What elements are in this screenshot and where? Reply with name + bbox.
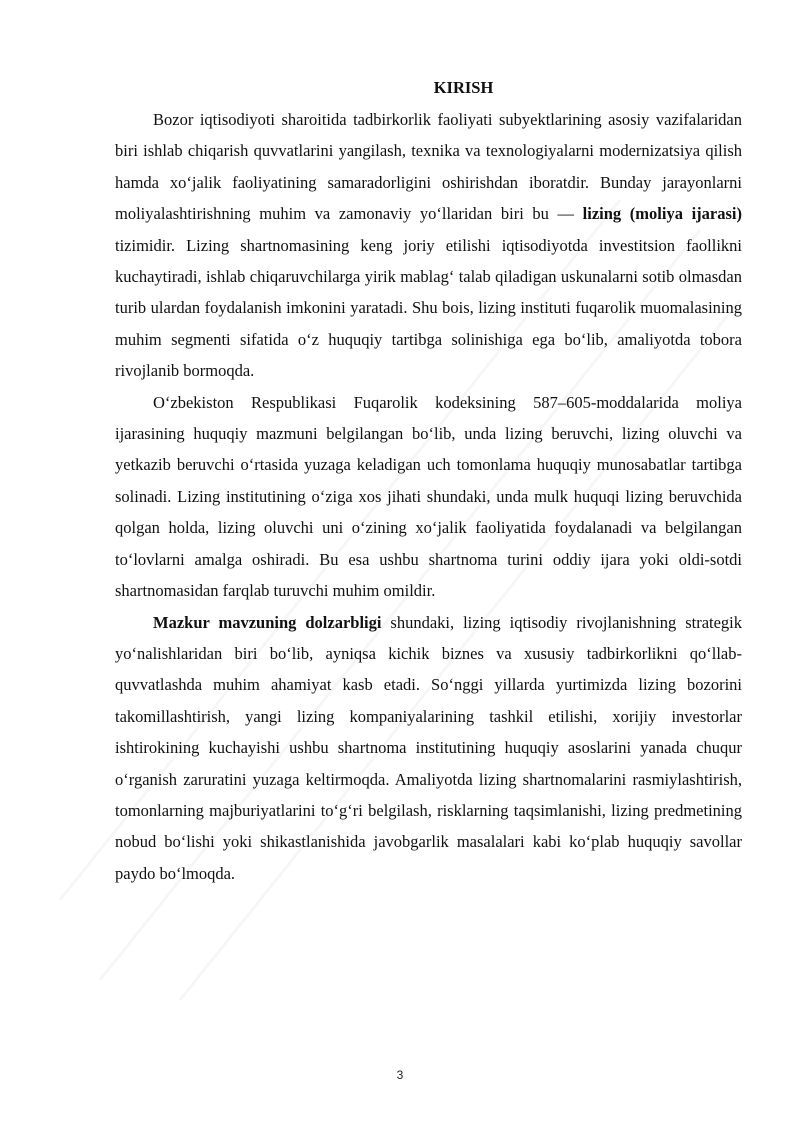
section-title: KIRISH [433, 78, 494, 97]
document-body [115, 72, 742, 889]
paragraph-3 [115, 607, 742, 890]
paragraph-1-text-b: tizimidir. Lizing shartnomasining keng joriy etilishi iqtisodiyotda investitsion faollikni kuchaytiradi, ishlab chiqaruvchilarga yirik mablag‘ talab qiladigan uskunalarni sotib olmasdan turib ulardan foydalanish imkonini yaratadi. Shu bois, lizing instituti fuqarolik muomalasining muhim segmenti sifatida o‘z huquqiy tartibga solinishiga ega bo‘lib, amaliyotda tobora rivojlanib bormoqda. [115, 235, 742, 381]
paragraph-3-bold-lead: Mazkur mavzuning dolzarbligi [153, 612, 382, 632]
paragraph-1 [115, 104, 742, 387]
paragraph-2: O‘zbekiston Respublikasi Fuqarolik kodeksining 587–605-moddalarida moliya ijarasining huquqiy mazmuni belgilangan bo‘lib, unda lizing beruvchi, lizing oluvchi va yetkazib beruvchi o‘rtasida yuzaga keladigan uch tomonlama huquqiy munosabatlar tartibga solinadi. Lizing institutining o‘ziga xos jihati shundaki, unda mulk huquqi lizing beruvchida qolgan holda, lizing oluvchi uni o‘zining xo‘jalik faoliyatida foydalanadi va belgilangan to‘lovlarni amalga oshiradi. Bu esa ushbu shartnoma turini oddiy ijara yoki oldi-sotdi shartnomasidan farqlab turuvchi muhim omildir. [115, 392, 742, 601]
paragraph-1-text-a: Bozor iqtisodiyoti sharoitida tadbirkorlik faoliyati subyektlarining asosiy vazifalaridan biri ishlab chiqarish quvvatlarini yangilash, texnika va texnologiyalarni modernizatsiya qilish hamda xo‘jalik faoliyatining samaradorligini oshirishdan iboratdir. Bunday jarayonlarni moliyalashtirishning muhim va zamonaviy yo‘llaridan biri bu — [115, 110, 742, 224]
paragraph-1-bold-term: lizing (moliya ijarasi) [582, 204, 742, 224]
page-number: 3 [396, 1068, 404, 1082]
paragraph-3-text: shundaki, lizing iqtisodiy rivojlanishning strategik yo‘nalishlaridan biri bo‘lib, ayniqsa kichik biznes va xususiy tadbirkorlikni qo‘llab-quvvatlashda muhim ahamiyat kasb etadi. So‘nggi yillarda yurtimizda lizing bozorini takomillashtirish, yangi lizing kompaniyalarining tashkil etilishi, xorijiy investorlar ishtirokining kuchayishi ushbu shartnoma institutining huquqiy asoslarini yanada chuqur o‘rganish zaruratini yuzaga keltirmoqda. Amaliyotda lizing shartnomalarini rasmiylashtirish, tomonlarning majburiyatlarini to‘g‘ri belgilash, risklarning taqsimlanishi, lizing predmetining nobud bo‘lishi yoki shikastlanishida javobgarlik masalalari kabi ko‘plab huquqiy savollar paydo bo‘lmoqda. [115, 612, 743, 883]
